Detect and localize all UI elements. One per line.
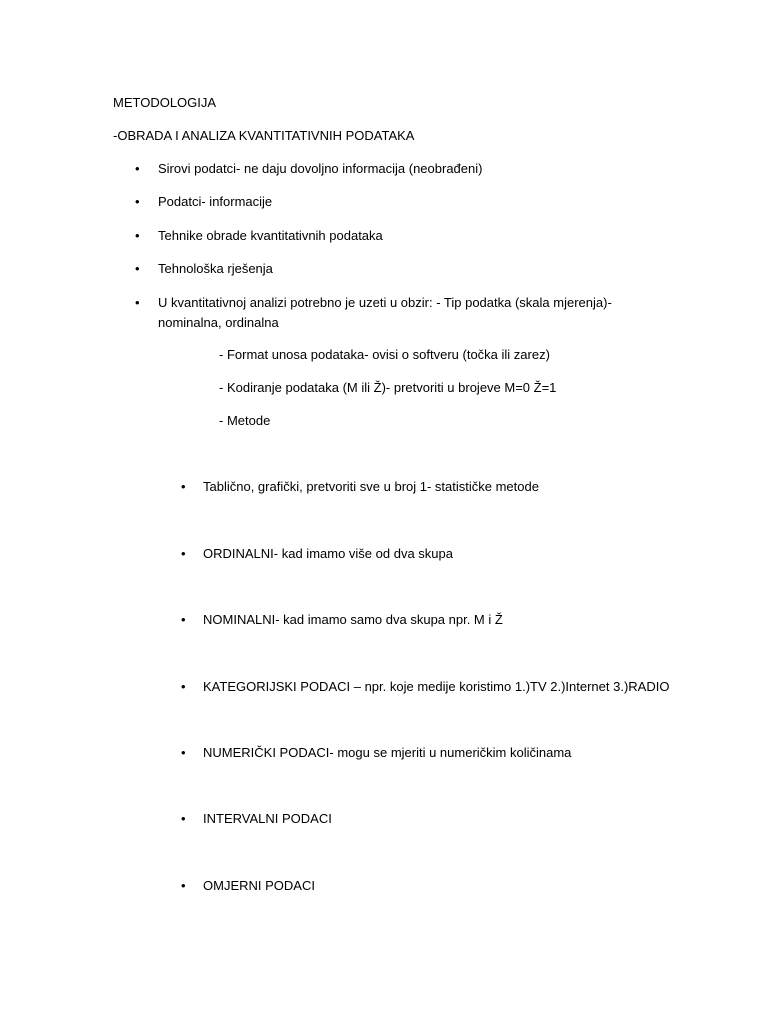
sub-item: - Kodiranje podataka (M ili Ž)- pretvoriti u brojeve M=0 Ž=1: [219, 380, 557, 395]
bullet-icon: •: [181, 679, 186, 694]
list-item: Tehnološka rješenja: [158, 261, 273, 276]
list-item: U kvantitativnoj analizi potrebno je uzeti u obzir: - Tip podatka (skala mjerenja)-: [158, 295, 612, 310]
sub-item: - Metode: [219, 413, 271, 428]
list-item: Tehnike obrade kvantitativnih podataka: [158, 228, 383, 243]
bullet-icon: •: [181, 745, 186, 760]
bullet-icon: •: [181, 878, 186, 893]
bullet-icon: •: [181, 612, 186, 627]
list-item: Podatci- informacije: [158, 194, 273, 209]
bullet-icon: •: [135, 228, 140, 243]
list-item: NUMERIČKI PODACI- mogu se mjeriti u numeričkim količinama: [203, 745, 572, 760]
bullet-icon: •: [135, 261, 140, 276]
list-item: Sirovi podatci- ne daju dovoljno informacija (neobrađeni): [158, 161, 483, 176]
bullet-icon: •: [181, 479, 186, 494]
list-item: KATEGORIJSKI PODACI – npr. koje medije koristimo 1.)TV 2.)Internet 3.)RADIO: [203, 679, 670, 694]
list-item: ORDINALNI- kad imamo više od dva skupa: [203, 546, 453, 561]
bullet-icon: •: [135, 295, 140, 310]
bullet-icon: •: [135, 161, 140, 176]
list-item: NOMINALNI- kad imamo samo dva skupa npr. M i Ž: [203, 612, 503, 627]
list-item: OMJERNI PODACI: [203, 878, 315, 893]
sub-item: - Format unosa podataka- ovisi o softveru (točka ili zarez): [219, 347, 550, 362]
document-subtitle: -OBRADA I ANALIZA KVANTITATIVNIH PODATAKA: [113, 128, 415, 143]
document-title: METODOLOGIJA: [113, 95, 217, 110]
list-item: INTERVALNI PODACI: [203, 811, 332, 826]
list-item: Tablično, grafički, pretvoriti sve u broj 1- statističke metode: [203, 479, 539, 494]
bullet-icon: •: [181, 546, 186, 561]
list-item-continuation: nominalna, ordinalna: [158, 315, 279, 330]
bullet-icon: •: [135, 194, 140, 209]
bullet-icon: •: [181, 811, 186, 826]
